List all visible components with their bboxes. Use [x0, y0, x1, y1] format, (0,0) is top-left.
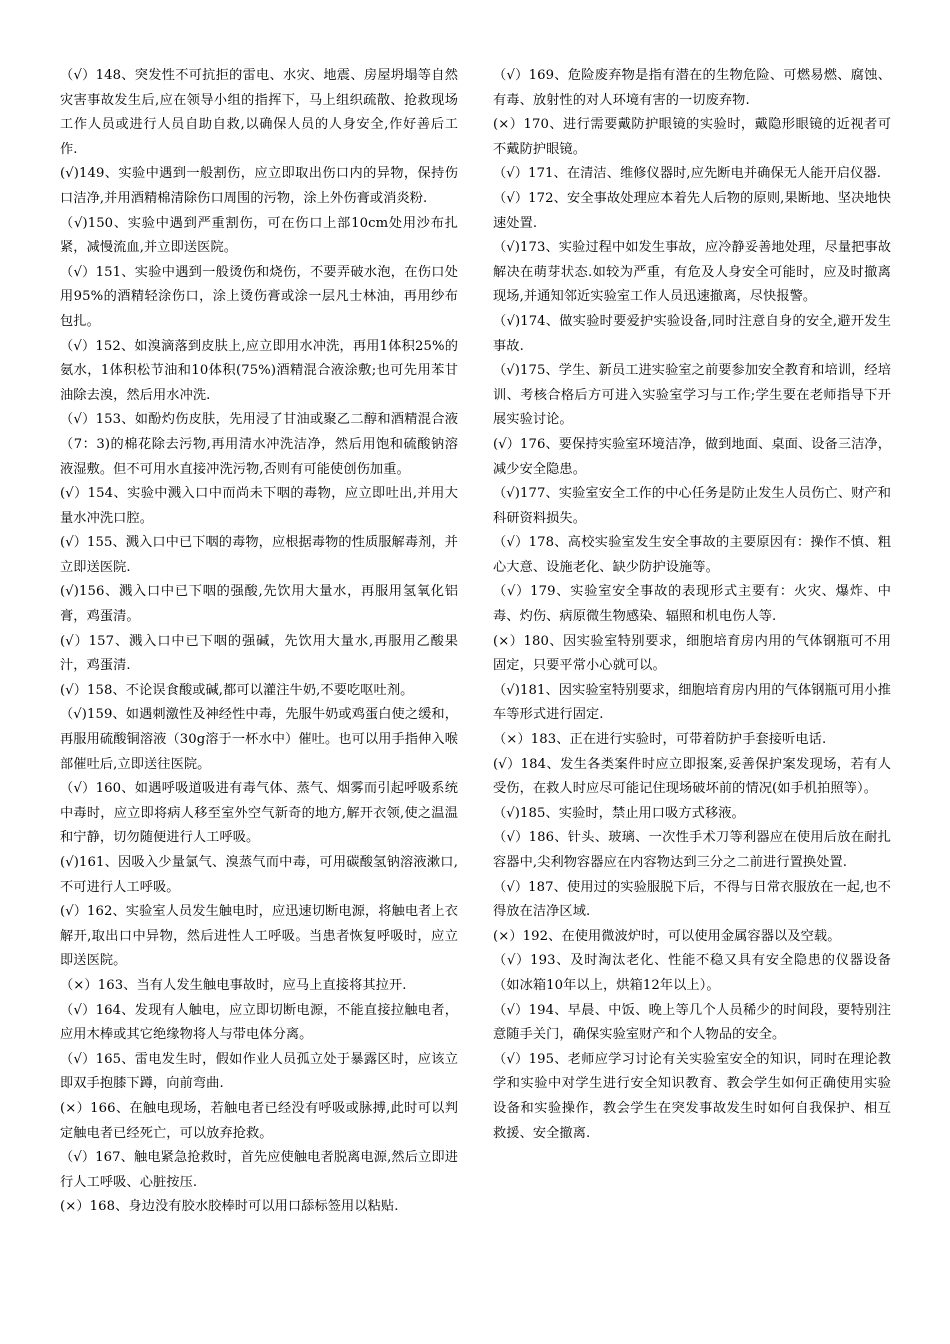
list-item: (√）162、实验室人员发生触电时，应迅速切断电源，将触电者上衣解开,取出口中异物，然后进性人工呼吸。当患者恢复呼吸时，应立即送医院。 [60, 904, 458, 969]
list-item: （√）167、触电紧急抢救时，首先应使触电者脱离电源,然后立即进行人工呼吸、心脏按压. [60, 1150, 458, 1190]
list-item: （√)174、做实验时要爱护实验设备,同时注意自身的安全,避开发生事故. [493, 313, 891, 354]
list-item: （√)159、如遇刺激性及神经性中毒，先服牛奶或鸡蛋白使之缓和，再服用硫酸铜溶液（30g溶于一杯水中）催吐。也可以用手指伸入喉部催吐后,立即送往医院。 [60, 707, 458, 772]
list-item: （√）148、突发性不可抗拒的雷电、水灾、地震、房屋坍塌等自然灾害事故发生后,应在领导小组的指挥下，马上组织疏散、抢救现场工作人员或进行人员自助自救,以确保人员的人身安全,作好善后工作. [60, 68, 458, 157]
list-item: （√）164、发现有人触电，应立即切断电源，不能直接拉触电者，应用木棒或其它绝缘物将人与带电体分离。 [60, 1002, 458, 1043]
list-item: （√）194、早晨、中饭、晚上等几个人员稀少的时间段，要特别注意随手关门，确保实验室财产和个人物品的安全。 [493, 1002, 891, 1043]
list-item: （√）165、雷电发生时，假如作业人员孤立处于暴露区时，应该立即双手抱膝下蹲，向前弯曲. [60, 1051, 458, 1092]
list-item: (√）158、不论误食酸或碱,都可以灌注牛奶,不要吃呕吐剂。 [60, 682, 414, 698]
list-item: （√)185、实验时，禁止用口吸方式移液。 [493, 805, 745, 821]
list-item: （√)150、实验中遇到严重割伤，可在伤口上部10cm处用沙布扎紧，减慢流血,并立即送医院。 [60, 215, 458, 256]
list-item: (√)156、溅入口中已下咽的强酸,先饮用大量水，再服用氢氧化铝膏，鸡蛋清。 [60, 584, 458, 625]
list-item: (×）192、在使用微波炉时，可以使用金属容器以及空载。 [493, 928, 841, 944]
list-item: (×）180、因实验室特别要求，细胞培育房内用的气体钢瓶可不用固定，只要平常小心就可以。 [493, 633, 891, 674]
list-item: （√)177、实验室安全工作的中心任务是防止发生人员伤亡、财产和科研资料损失。 [493, 486, 891, 526]
list-item: (√）176、要保持实验室环境洁净，做到地面、桌面、设备三洁净，减少安全隐患。 [493, 436, 891, 477]
list-item: （×）163、当有人发生触电事故时，应马上直接将其拉开. [60, 977, 407, 993]
list-item: (×）168、身边没有胶水胶棒时可以用口舔标签用以粘贴. [60, 1199, 399, 1215]
list-item: (×）166、在触电现场，若触电者已经没有呼吸或脉搏,此时可以判定触电者已经死亡，可以放弃抢救。 [60, 1100, 458, 1141]
list-item: (√)161、因吸入少量氯气、溴蒸气而中毒，可用碳酸氢钠溶液漱口,不可进行人工呼吸。 [60, 855, 458, 895]
list-item: (√）154、实验中溅入口中而尚未下咽的毒物，应立即吐出,并用大量水冲洗口腔。 [60, 486, 458, 526]
list-item: (√）184、发生各类案件时应立即报案,妥善保护案发现场，若有人受伤，在救人时应尽可能记住现场破坏前的情况(如手机拍照等）。 [493, 756, 891, 797]
left-column [60, 64, 458, 1220]
list-item: （√）151、实验中遇到一般烫伤和烧伤，不要弄破水泡，在伤口处用95%的酒精轻涂伤口，涂上烫伤膏或涂一层凡士林油，再用纱布包扎。 [60, 264, 458, 329]
list-item: （×）183、正在进行实验时，可带着防护手套接听电话. [493, 732, 827, 748]
list-item: （√）178、高校实验室发生安全事故的主要原因有：操作不慎、粗心大意、设施老化、缺少防护设施等。 [493, 535, 891, 575]
list-item: （√)173、实验过程中如发生事故，应冷静妥善地处理，尽量把事故解决在萌芽状态.如较为严重，有危及人身安全可能时，应及时撤离现场,并通知邻近实验室工作人员迅速撤离，尽快报警。 [493, 240, 891, 305]
list-item: （√）152、如溴滴落到皮肤上,应立即用水冲洗，再用1体积25%的氨水，1体积松节油和10体积(75%)酒精混合液涂敷;也可先用苯甘油除去溴，然后用水冲洗. [60, 338, 458, 403]
list-item: （√)175、学生、新员工进实验室之前要参加安全教育和培训，经培训、考核合格后方可进入实验室学习与工作;学生要在老师指导下开展实验讨论。 [493, 363, 891, 428]
list-item: (√)149、实验中遇到一般割伤，应立即取出伤口内的异物，保持伤口洁净,并用酒精棉清除伤口周围的污物，涂上外伤膏或消炎粉. [60, 166, 458, 206]
list-item: (√）157、溅入口中已下咽的强碱，先饮用大量水,再服用乙酸果汁，鸡蛋清. [60, 633, 458, 674]
list-item: （√）187、使用过的实验服脱下后，不得与日常衣服放在一起,也不得放在洁净区域. [493, 879, 891, 920]
right-column [493, 64, 891, 1146]
list-item: （√）195、老师应学习讨论有关实验室安全的知识，同时在理论教学和实验中对学生进行安全知识教育、教会学生如何正确使用实验设备和实验操作，教会学生在突发事故发生时如何自我保护、相互救援、安全撤离. [493, 1051, 891, 1141]
list-item: （√)181、因实验室特别要求，细胞培育房内用的气体钢瓶可用小推车等形式进行固定. [493, 682, 891, 723]
list-item: （√）172、安全事故处理应本着先人后物的原则,果断地、坚决地快速处置. [493, 190, 891, 231]
list-item: (√）155、溅入口中已下咽的毒物，应根据毒物的性质服解毒剂，并立即送医院. [60, 535, 458, 575]
list-item: （√）193、及时淘汰老化、性能不稳又具有安全隐患的仪器设备（如冰箱10年以上，烘箱12年以上）。 [493, 953, 891, 993]
list-item: （√）169、危险废弃物是指有潜在的生物危险、可燃易燃、腐蚀、有毒、放射性的对人环境有害的一切废弃物. [493, 68, 891, 108]
list-item: （√）171、在清洁、维修仪器时,应先断电并确保无人能开启仪器. [493, 166, 882, 182]
list-item: （√）186、针头、玻璃、一次性手术刀等利器应在使用后放在耐扎容器中,尖利物容器应在内容物达到三分之二前进行置换处置. [493, 830, 891, 870]
list-item: (×）170、进行需要戴防护眼镜的实验时，戴隐形眼镜的近视者可不戴防护眼镜。 [493, 117, 891, 157]
list-item: （√）160、如遇呼吸道吸进有毒气体、蒸气、烟雾而引起呼吸系统中毒时，应立即将病人移至室外空气新奇的地方,解开衣领,使之温温和宁静，切勿随便进行人工呼吸。 [60, 781, 458, 846]
list-item: （√）153、如酚灼伤皮肤，先用浸了甘油或聚乙二醇和酒精混合液（7：3)的棉花除去污物,再用清水冲洗洁净，然后用饱和硫酸钠溶液湿敷。但不可用水直接冲洗污物,否则有可能使创伤加重。 [60, 412, 458, 477]
list-item: （√）179、实验室安全事故的表现形式主要有：火灾、爆炸、中毒、灼伤、病原微生物感染、辐照和机电伤人等. [493, 584, 891, 625]
